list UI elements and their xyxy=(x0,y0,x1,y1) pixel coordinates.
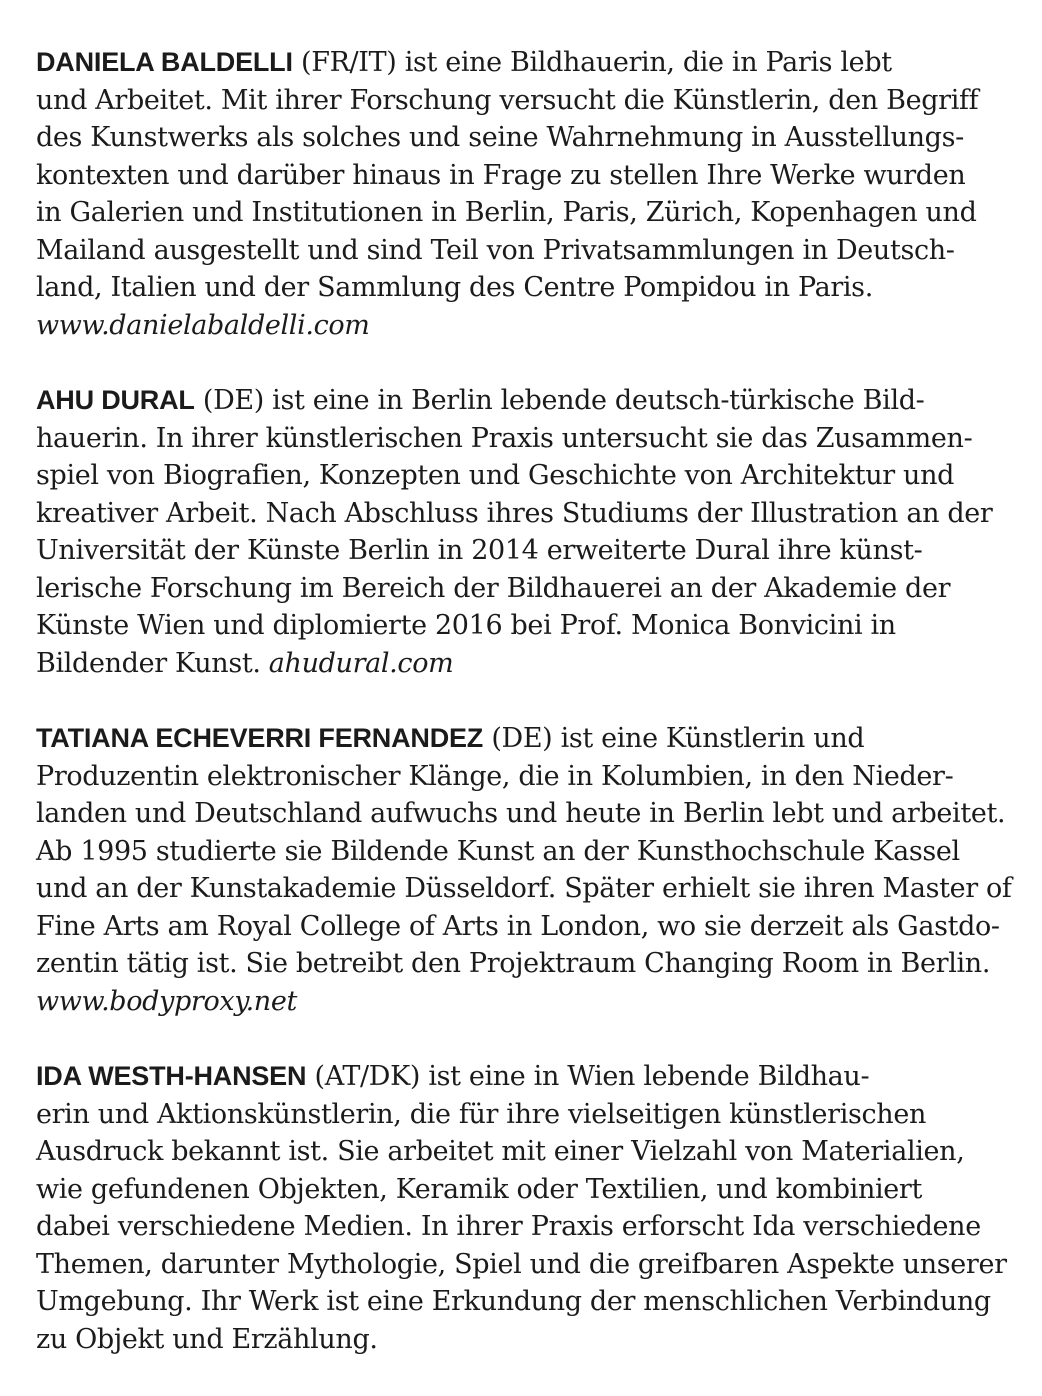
bio-line: des Kunstwerks als solches und seine Wahrnehmung in Ausstellungs- xyxy=(36,122,964,153)
artist-name: TATIANA ECHEVERRI FERNANDEZ xyxy=(36,723,484,753)
bio-line: zentin tätig ist. Sie betreibt den Projektraum Changing Room in Berlin. xyxy=(36,948,991,979)
bio-line: Fine Arts am Royal College of Arts in London, wo sie derzeit als Gastdo- xyxy=(36,910,1000,942)
website-link[interactable]: ahudural.com xyxy=(268,647,454,679)
bio-text: Bildender Kunst. xyxy=(36,647,269,679)
bio-line: lerische Forschung im Bereich der Bildhauerei an der Akademie der xyxy=(36,572,951,604)
bio-line: kontexten und darüber hinaus in Frage zu stellen Ihre Werke wurden xyxy=(36,159,966,191)
bio-line: land, Italien und der Sammlung des Centre Pompidou in Paris. xyxy=(36,272,873,303)
bio-line xyxy=(36,44,1016,82)
bio-line xyxy=(36,382,1016,420)
bio-line: und an der Kunstakademie Düsseldorf. Später erhielt sie ihren Master of xyxy=(36,873,1012,904)
bio-line: Themen, darunter Mythologie, Spiel und die greifbaren Aspekte unserer xyxy=(36,1248,1007,1280)
bio-line: dabei verschiedene Medien. In ihrer Praxis erforscht Ida verschiedene xyxy=(36,1211,981,1242)
bio-line: Ausdruck bekannt ist. Sie arbeitet mit einer Vielzahl von Materialien, xyxy=(36,1136,965,1167)
bio-line: landen und Deutschland aufwuchs und heute in Berlin lebt und arbeitet. xyxy=(36,798,1006,829)
artist-name: AHU DURAL xyxy=(36,385,195,415)
website-link[interactable]: www.bodyproxy.net xyxy=(36,985,297,1017)
bio-text: (DE) ist eine in Berlin lebende deutsch-türkische Bild- xyxy=(194,385,925,416)
bio-text: (FR/IT) ist eine Bildhauerin, die in Paris lebt xyxy=(292,47,892,78)
bio-line: Umgebung. Ihr Werk ist eine Erkundung der menschlichen Verbindung xyxy=(36,1286,991,1317)
artist-name: IDA WESTH-HANSEN xyxy=(36,1061,307,1091)
bio-line: Universität der Künste Berlin in 2014 erweiterte Dural ihre künst- xyxy=(36,535,923,566)
bio-line: Ab 1995 studierte sie Bildende Kunst an der Kunsthochschule Kassel xyxy=(36,835,960,867)
bio-line: spiel von Biografien, Konzepten und Geschichte von Architektur und xyxy=(36,460,955,491)
bio-ahu-dural xyxy=(36,382,1016,682)
bio-line: hauerin. In ihrer künstlerischen Praxis untersucht sie das Zusammen- xyxy=(36,422,973,454)
bio-line: und Arbeitet. Mit ihrer Forschung versucht die Künstlerin, den Begriff xyxy=(36,84,979,116)
bio-line: kreativer Arbeit. Nach Abschluss ihres Studiums der Illustration an der xyxy=(36,497,993,529)
bio-tatiana-echeverri-fernandez xyxy=(36,720,1016,1020)
bio-line: Künste Wien und diplomierte 2016 bei Prof. Monica Bonvicini in xyxy=(36,610,896,641)
bio-line: wie gefundenen Objekten, Keramik oder Textilien, und kombiniert xyxy=(36,1173,922,1205)
bio-line xyxy=(36,720,1016,758)
website-link[interactable]: www.danielabaldelli.com xyxy=(36,309,370,341)
bio-ida-westh-hansen xyxy=(36,1058,1016,1358)
bio-line: erin und Aktionskünstlerin, die für ihre vielseitigen künstlerischen xyxy=(36,1098,927,1130)
bio-line: Mailand ausgestellt und sind Teil von Privatsammlungen in Deutsch- xyxy=(36,234,955,266)
bio-line: in Galerien und Institutionen in Berlin, Paris, Zürich, Kopenhagen und xyxy=(36,197,977,228)
bio-line: Produzentin elektronischer Klänge, die in Kolumbien, in den Nieder- xyxy=(36,760,954,792)
bio-line: zu Objekt und Erzählung. xyxy=(36,1323,378,1355)
bio-text: (DE) ist eine Künstlerin und xyxy=(483,723,865,754)
bio-daniela-baldelli xyxy=(36,44,1016,344)
bio-line xyxy=(36,645,1016,683)
bio-line xyxy=(36,1058,1016,1096)
bio-text: (AT/DK) ist eine in Wien lebende Bildhau- xyxy=(306,1061,870,1092)
artist-bios xyxy=(36,44,1016,1396)
artist-name: DANIELA BALDELLI xyxy=(36,47,293,77)
